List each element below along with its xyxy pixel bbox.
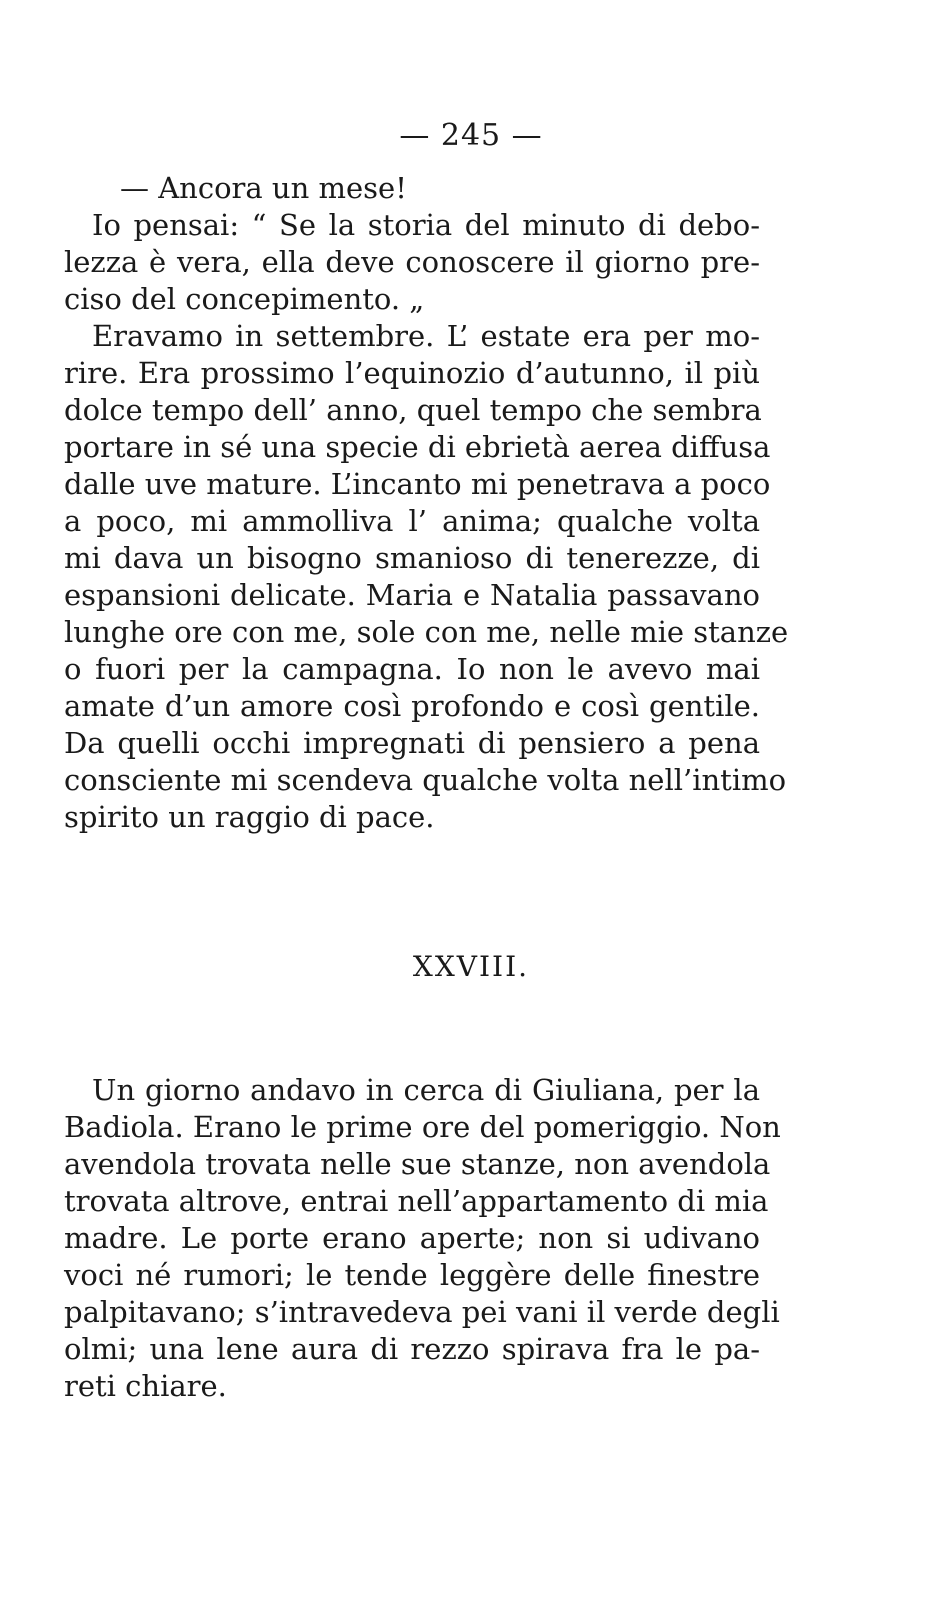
text-line: a poco, mi ammolliva l’ anima; qualche volta xyxy=(64,504,760,538)
text-line: Io pensai: “ Se la storia del minuto di debo- xyxy=(92,208,760,242)
text-line: — Ancora un mese! xyxy=(120,171,407,205)
text-line: voci né rumori; le tende leggère delle finestre xyxy=(64,1258,760,1292)
text-line: rire. Era prossimo l’equinozio d’autunno, il più xyxy=(64,356,760,390)
opening-text-block xyxy=(64,170,789,836)
text-line: reti chiare. xyxy=(64,1369,227,1403)
text-line: lezza è vera, ella deve conoscere il giorno pre- xyxy=(64,245,760,279)
text-line: o fuori per la campagna. Io non le avevo mai xyxy=(64,652,760,686)
text-line: espansioni delicate. Maria e Natalia passavano xyxy=(64,578,760,612)
chapter-text-block xyxy=(64,1072,781,1405)
text-line: spirito un raggio di pace. xyxy=(64,800,435,834)
text-line: portare in sé una specie di ebrietà aerea diffusa xyxy=(64,430,771,464)
chapter-heading: XXVIII. xyxy=(412,950,530,983)
text-line: Un giorno andavo in cerca di Giuliana, per la xyxy=(92,1073,760,1107)
text-line: lunghe ore con me, sole con me, nelle mie stanze xyxy=(64,615,789,649)
text-line: madre. Le porte erano aperte; non si udivano xyxy=(64,1221,760,1255)
text-line: amate d’un amore così profondo e così gentile. xyxy=(64,689,760,723)
text-line: avendola trovata nelle sue stanze, non avendola xyxy=(64,1147,771,1181)
text-line: trovata altrove, entrai nell’appartamento di mia xyxy=(64,1184,769,1218)
text-line: Badiola. Erano le prime ore del pomeriggio. Non xyxy=(64,1110,781,1144)
page-number: — 245 — xyxy=(399,118,543,153)
text-line: palpitavano; s’intravedeva pei vani il verde degli xyxy=(64,1295,780,1329)
text-line: Da quelli occhi impregnati di pensiero a pena xyxy=(64,726,760,760)
text-line: ciso del concepimento. „ xyxy=(64,282,425,316)
text-line: olmi; una lene aura di rezzo spirava fra le pa- xyxy=(64,1332,760,1366)
text-line: mi dava un bisogno smanioso di tenerezze, di xyxy=(64,541,760,575)
text-line: dalle uve mature. L’incanto mi penetrava a poco xyxy=(64,467,771,501)
text-line: Eravamo in settembre. L’ estate era per mo- xyxy=(92,319,760,353)
text-line: consciente mi scendeva qualche volta nell’intimo xyxy=(64,763,787,797)
text-line: dolce tempo dell’ anno, quel tempo che sembra xyxy=(64,393,762,427)
